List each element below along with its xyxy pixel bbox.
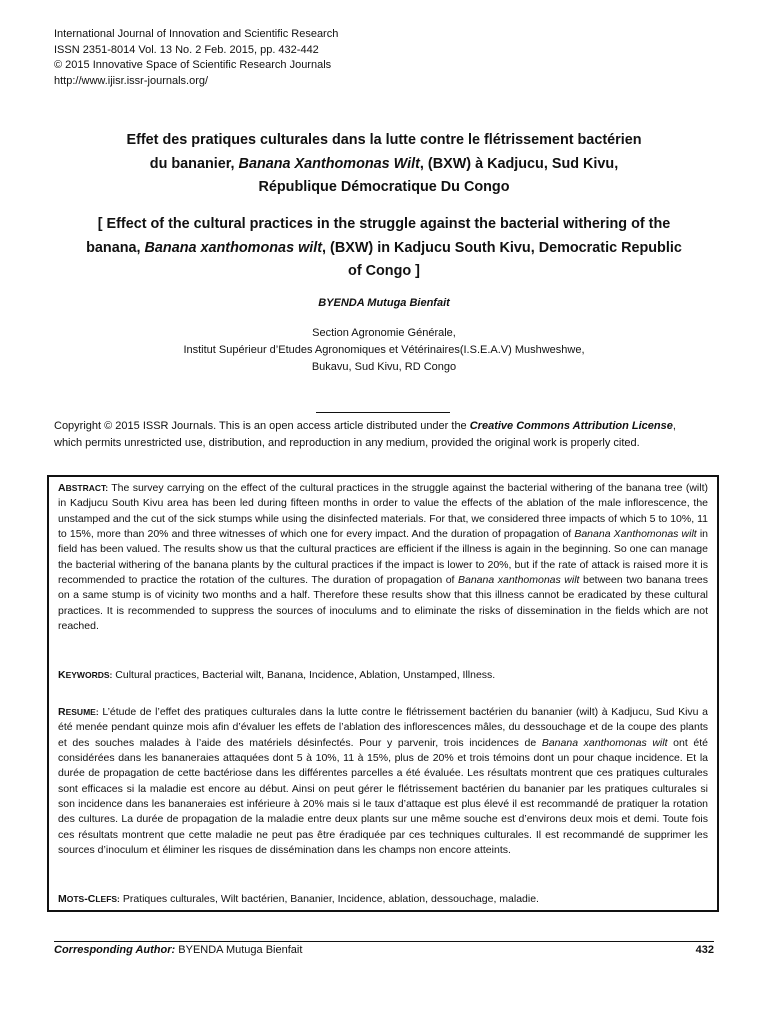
license-link[interactable]: Creative Commons Attribution License [469, 420, 673, 432]
keywords-text: Cultural practices, Bacterial wilt, Banana, Incidence, Ablation, Unstamped, Illness. [115, 669, 496, 681]
separator-rule [316, 412, 450, 413]
corresponding-author-name: BYENDA Mutuga Bienfait [178, 944, 303, 956]
author-name: BYENDA Mutuga Bienfait [318, 297, 450, 309]
title-fr-line1: Effet des pratiques culturales dans la lutte contre le flétrissement bactérien [126, 132, 642, 148]
abstract-box [47, 475, 719, 912]
resume-label: RESUME: [58, 706, 99, 718]
title-fr-line3: République Démocratique Du Congo [258, 179, 510, 195]
affiliation-line3: Bukavu, Sud Kivu, RD Congo [311, 361, 457, 373]
journal-header [54, 27, 338, 89]
title-fr-line2: du bananier, Banana Xanthomonas Wilt, (BXW) à Kadjucu, Sud Kivu, [149, 155, 619, 172]
corresponding-author-label: Corresponding Author: [54, 944, 176, 956]
title-english [40, 213, 728, 284]
mots-clefs-text: Pratiques culturales, Wilt bactérien, Bananier, Incidence, ablation, dessouchage, maladie. [122, 893, 539, 905]
affiliation [40, 325, 728, 376]
copyright-line2: which permits unrestricted use, distribution, and reproduction in any medium, provided the original work is properly cited. [54, 436, 640, 449]
abstract-section: ABSTRACT: The survey carrying on the effect of the cultural practices in the struggle against the bacterial withering of the banana tree (wilt) in Kadjucu South Kivu area has been led during fifteen months in order to value the effects of the ablation of the male inflorescence, the unstamped and the cut of the sick stumps while using the disinfected materials. For that, we considered three impacts of which 5 to 10%, 11 to 15%, more than 20% and three witnesses of which one for every impact. And the duration of propagation of Banana Xanthomonas wilt in field has been valued. The results show us that the cultural practices are efficient if the illness is again in the beginning. So one can manage the bacterial withering of the banana plants by the cultural practices if the impact is lower to 20%, but if the rate of attack is raised more it is recommended to practice the rotation of the cultures. The duration of propagation of Banana xanthomonas wilt between two banana trees on a same stump is of vicinity two months and a half. Therefore these results show that this illness cannot be eradicated by these cultural practices. It is recommended to suppress the sources of inoculums and to eliminate the risks of dissemination in the fields which are not reached. [58, 482, 709, 633]
title-en-line1: [ Effect of the cultural practices in the struggle against the bacterial withering of the [97, 216, 671, 232]
journal-url[interactable]: http://www.ijisr.issr-journals.org/ [54, 74, 209, 87]
mots-clefs-label: MOTS-CLEFS: [58, 893, 120, 905]
resume-section: RESUME: L’étude de l’effet des pratiques culturales dans la lutte contre le flétrissement bactérien du bananier (wilt) à Kadjucu, Sud Kivu a été menée pendant quinze mois afin d’évaluer les effets de l’ablation des inflorescences mâles, du dessouchage et de la coupe des plants et des souches malades à l’aide des matériels désinfectés. Pour y parvenir, trois incidences de Banana xanthomonas wilt ont été considérées dans les bananeraies attaquées dont 5 à 10%, 11 à 15%, plus de 20% et trois témoins dont un pour chaque incidence. Et la durée de propagation de cette bactériose dans les différentes parcelles a été évaluée. Les résultats montrent que ces pratiques culturales sont efficaces si la maladie est encore au début. Ainsi on peut gérer le flétrissement bactérien du bananier par les pratiques culturales si son incidence dans les bananeraies est inférieure à 20% mais si le taux d’attaque est plus élevé il est recommandé de pratiquer la rotation des cultures. La durée de propagation de la maladie entre deux plants sur une même souche est d’environs deux mois et demi. Toute fois ces résultats montrent que cette maladie ne peut pas être éradiquée par ces techniques culturales. Il est recommandé de supprimer les sources d’inoculum et éliminer les risques de dissémination dans les champs non encore atteints. [58, 706, 709, 857]
copyright-notice [54, 418, 714, 451]
title-en-line3: of Congo ] [348, 263, 420, 279]
page-footer [54, 944, 714, 956]
title-en-line2: banana, Banana xanthomonas wilt, (BXW) in Kadjucu South Kivu, Democratic Republic [86, 239, 682, 256]
mots-clefs-section [58, 892, 708, 907]
affiliation-line2: Institut Supérieur d’Etudes Agronomiques et Vétérinaires(I.S.E.A.V) Mushweshwe, [183, 344, 585, 356]
abstract-label: ABSTRACT: [58, 482, 109, 494]
page-number: 432 [695, 944, 714, 956]
copyright-line1: Copyright © 2015 ISSR Journals. This is an open access article distributed under the Creative Commons Attribution License, [54, 420, 676, 432]
journal-copyright: © 2015 Innovative Space of Scientific Research Journals [54, 59, 332, 71]
affiliation-line1: Section Agronomie Générale, [312, 327, 456, 339]
journal-issn: ISSN 2351-8014 Vol. 13 No. 2 Feb. 2015, pp. 432-442 [54, 43, 319, 56]
journal-name: International Journal of Innovation and Scientific Research [54, 28, 339, 40]
keywords-section [58, 668, 708, 683]
keywords-label: KEYWORDS: [58, 669, 113, 681]
title-french [40, 129, 728, 200]
footer-rule [54, 941, 714, 942]
